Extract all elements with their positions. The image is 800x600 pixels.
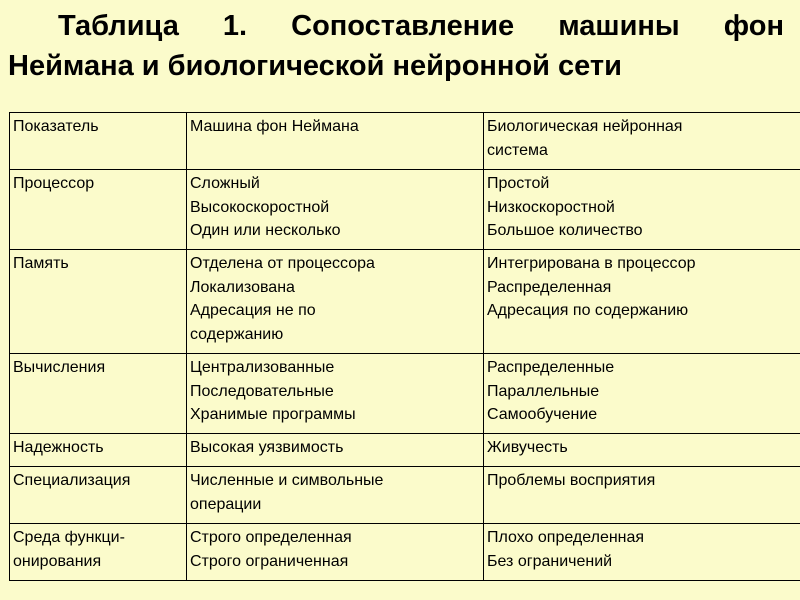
table-row [10, 354, 800, 434]
cell-line: Надежность [13, 439, 104, 456]
row-label-cell [10, 354, 187, 434]
cell-line: Параллельные [487, 382, 600, 400]
cell-line: Низкоскоростной [487, 198, 615, 216]
von-neumann-cell [187, 250, 484, 354]
von-neumann-cell [187, 524, 484, 581]
cell-line: Локализована [190, 278, 295, 296]
cell-line: операции [190, 495, 262, 513]
cell-line: содержанию [190, 325, 284, 343]
comparison-table [9, 112, 800, 581]
cell-line: Большое количество [487, 222, 643, 239]
title-line-1 [8, 6, 784, 46]
cell-line: Распределенные [487, 359, 615, 376]
cell-line: Высокоскоростной [190, 198, 330, 216]
table-row [10, 467, 800, 524]
cell-line: Вычисления [13, 359, 106, 376]
von-neumann-cell [187, 170, 484, 250]
title-word: машины [558, 10, 680, 42]
table-row [10, 250, 800, 354]
cell-line: Централизованные [190, 359, 335, 376]
biological-cell [484, 467, 800, 524]
table-row [10, 434, 800, 467]
biological-cell [484, 354, 800, 434]
cell-line: система [487, 141, 548, 159]
biological-cell [484, 524, 800, 581]
cell-line: Биологическая нейронная [487, 118, 683, 135]
cell-line: Процессор [13, 175, 95, 192]
title-line-2: Неймана и биологической нейронной сети [8, 50, 622, 82]
cell-line: Хранимые программы [190, 406, 356, 423]
von-neumann-cell [187, 467, 484, 524]
title-word: фон [723, 10, 784, 42]
cell-line: Самообучение [487, 406, 598, 423]
cell-line: Численные и символьные [190, 472, 384, 489]
cell-line: Отделена от процессора [190, 255, 375, 272]
biological-cell [484, 250, 800, 354]
cell-line: Простой [487, 175, 550, 192]
table-row [10, 170, 800, 250]
table-header-row [10, 113, 800, 170]
cell-line: Интегрирована в процессор [487, 255, 696, 272]
cell-line: Высокая уязвимость [190, 439, 344, 456]
biological-cell [484, 434, 800, 467]
title-word: 1. [222, 10, 248, 42]
header-cell-indicator [10, 113, 187, 170]
row-label-cell [10, 170, 187, 250]
cell-line: Плохо определенная [487, 529, 645, 546]
cell-line: Без ограничений [487, 552, 613, 570]
cell-line: Специализация [13, 472, 131, 489]
cell-line: Строго определенная [190, 529, 352, 546]
title-word: Сопоставление [291, 10, 515, 42]
title-word: Таблица [58, 10, 179, 42]
biological-cell [484, 170, 800, 250]
page-title [8, 6, 784, 86]
von-neumann-cell [187, 354, 484, 434]
row-label-cell [10, 434, 187, 467]
cell-line: Последовательные [190, 382, 334, 400]
cell-line: Машина фон Неймана [190, 118, 359, 135]
cell-line: Показатель [13, 118, 99, 135]
row-label-cell [10, 467, 187, 524]
cell-line: Сложный [190, 175, 260, 192]
row-label-cell [10, 250, 187, 354]
cell-line: Проблемы восприятия [487, 472, 656, 489]
cell-line: Адресация не по [190, 302, 316, 319]
cell-line: Адресация по содержанию [487, 302, 689, 319]
cell-line: Один или несколько [190, 222, 341, 239]
cell-line: Среда функци- [13, 529, 125, 546]
table-row [10, 524, 800, 581]
header-cell-biological [484, 113, 800, 170]
cell-line: онирования [13, 552, 102, 570]
row-label-cell [10, 524, 187, 581]
cell-line: Распределенная [487, 278, 612, 296]
von-neumann-cell [187, 434, 484, 467]
cell-line: Живучесть [487, 439, 568, 456]
cell-line: Строго ограниченная [190, 552, 349, 570]
cell-line: Память [13, 255, 69, 272]
header-cell-von-neumann [187, 113, 484, 170]
